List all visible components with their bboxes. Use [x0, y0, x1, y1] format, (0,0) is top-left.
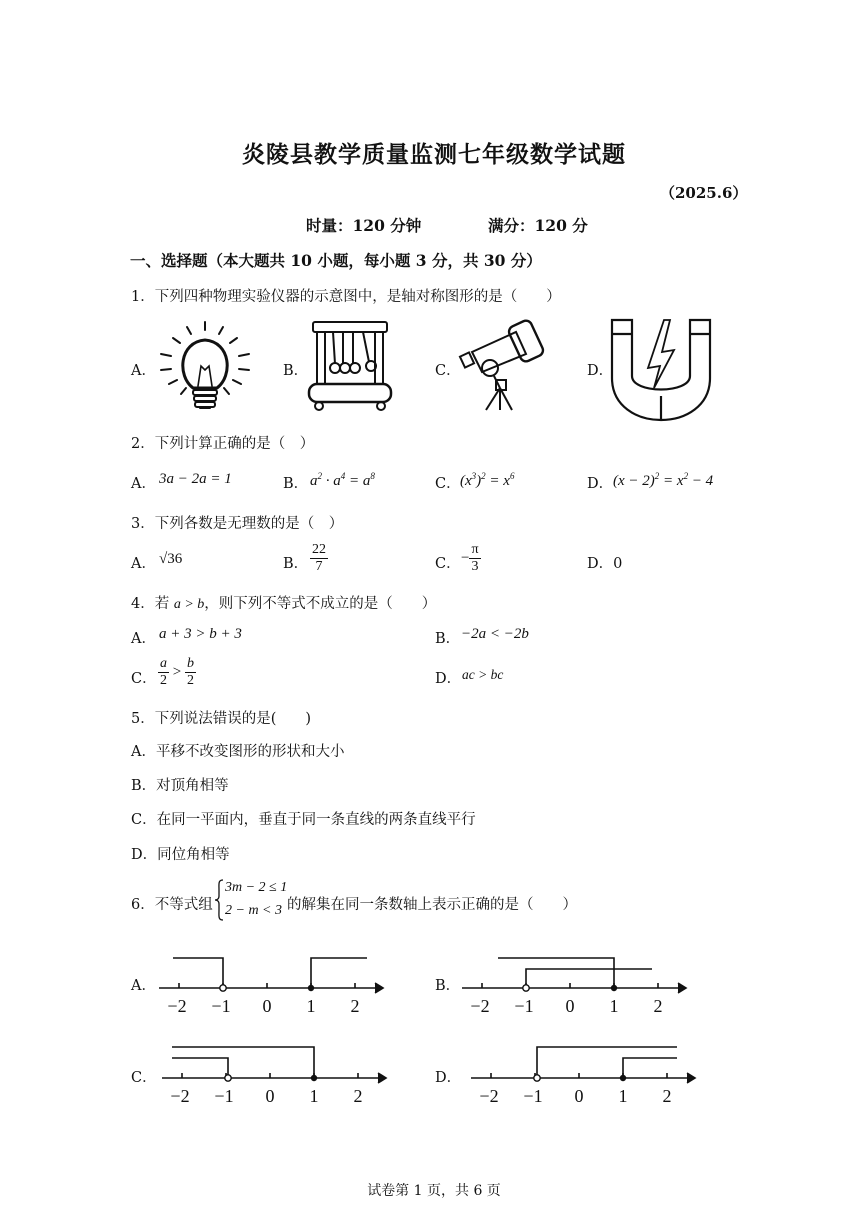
time-limit: 时量：120 分钟: [306, 216, 422, 235]
q6-label-a: A．: [131, 978, 156, 994]
q2-option-d: $(x - 2)^2 = x^2 - 4$: [613, 471, 714, 489]
newtons-cradle-icon: [305, 318, 395, 414]
exam-date: （2025.6）: [660, 184, 748, 202]
q3-option-c: − $\frac{\pi}{3}$: [461, 542, 479, 574]
tick-label: 1: [306, 996, 316, 1016]
tick-label: 2: [653, 996, 663, 1016]
q3-label-c: C．: [435, 556, 461, 572]
q4-stem: 4．若 a > b，则下列不等式不成立的是（ ）: [131, 596, 437, 612]
tick-label: −1: [211, 996, 231, 1016]
q4-option-c: $\frac{a}{2}$ > $\frac{b}{2}$: [160, 656, 194, 688]
q6-label-c: C．: [131, 1070, 157, 1086]
q2-option-a: 3a − 2a = 1: [159, 471, 232, 487]
q2-label-a: A．: [131, 476, 156, 492]
q2-stem: 2．下列计算正确的是（ ）: [131, 436, 315, 452]
page-title: 炎陵县教学质量监测七年级数学试题: [242, 141, 626, 168]
q5-stem: 5．下列说法错误的是( ): [131, 711, 312, 727]
tick-label: 2: [662, 1086, 672, 1106]
tick-label: 0: [265, 1086, 275, 1106]
q2-label-c: C．: [435, 476, 461, 492]
number-line-d: [467, 1040, 707, 1110]
q5-option-c: C．在同一平面内，垂直于同一条直线的两条直线平行: [131, 812, 476, 828]
q4-label-c: C．: [131, 671, 157, 687]
q1-stem: 1．下列四种物理实验仪器的示意图中，是轴对称图形的是（ ）: [131, 289, 561, 305]
tick-label: 1: [309, 1086, 319, 1106]
q6-label-d: D．: [435, 1070, 462, 1086]
q3-option-a: √36: [159, 551, 183, 567]
q2-option-b: $a^2 \cdot a^4 = a^8$: [310, 471, 375, 489]
q1-option-a: A．: [131, 363, 156, 379]
tick-label: −1: [523, 1086, 543, 1106]
q4-label-b: B．: [435, 631, 461, 647]
q1-option-c: C．: [435, 363, 461, 379]
tick-label: 1: [618, 1086, 628, 1106]
q1-option-d: D．: [587, 363, 614, 379]
q5-option-a: A．平移不改变图形的形状和大小: [131, 744, 345, 760]
q4-label-a: A．: [131, 631, 156, 647]
tick-label: −1: [214, 1086, 234, 1106]
section-heading: 一、选择题（本大题共 10 小题，每小题 3 分，共 30 分）: [130, 251, 542, 270]
tick-label: 0: [574, 1086, 584, 1106]
q2-label-b: B．: [283, 476, 309, 492]
tick-label: 1: [609, 996, 619, 1016]
q5-option-d: D．同位角相等: [131, 847, 230, 863]
tick-label: −1: [514, 996, 534, 1016]
lightbulb-icon: [155, 318, 255, 414]
q3-option-b: $\frac{22}{7}$: [312, 542, 326, 574]
q4-option-d: ac > bc: [462, 667, 504, 682]
q3-label-b: B．: [283, 556, 309, 572]
number-line-b: [458, 950, 698, 1020]
q3-option-d: D．0: [587, 556, 623, 572]
q1-option-b: B．: [283, 363, 309, 379]
number-line-a: [155, 950, 395, 1020]
tick-label: 0: [262, 996, 272, 1016]
telescope-icon: [456, 318, 548, 414]
q2-label-d: D．: [587, 476, 614, 492]
q5-option-b: B．对顶角相等: [131, 778, 229, 794]
tick-label: 0: [565, 996, 575, 1016]
tick-label: 2: [350, 996, 360, 1016]
brace-icon: [214, 878, 224, 922]
q6-inequality-2: 2 − m < 3: [225, 903, 283, 918]
q6-inequality-1: 3m − 2 ≤ 1: [225, 880, 288, 895]
tick-label: −2: [479, 1086, 499, 1106]
number-line-c: [158, 1040, 398, 1110]
q4-option-a: a + 3 > b + 3: [159, 626, 242, 642]
horseshoe-magnet-icon: [608, 316, 714, 426]
q4-option-b: −2a < −2b: [461, 626, 529, 642]
full-score: 满分：120 分: [488, 216, 588, 235]
q6-stem-post: 的解集在同一条数轴上表示正确的是（ ）: [287, 897, 577, 913]
tick-label: 2: [353, 1086, 363, 1106]
tick-label: −2: [167, 996, 187, 1016]
page-footer: 试卷第 1 页，共 6 页: [367, 1183, 501, 1199]
q6-label-b: B．: [435, 978, 461, 994]
q4-label-d: D．: [435, 671, 462, 687]
tick-label: −2: [470, 996, 490, 1016]
q2-option-c: $(x^3)^2 = x^6$: [460, 471, 515, 489]
tick-label: −2: [170, 1086, 190, 1106]
q6-stem-pre: 6．不等式组: [131, 897, 213, 913]
q3-stem: 3．下列各数是无理数的是（ ）: [131, 516, 344, 532]
q3-label-a: A．: [131, 556, 156, 572]
